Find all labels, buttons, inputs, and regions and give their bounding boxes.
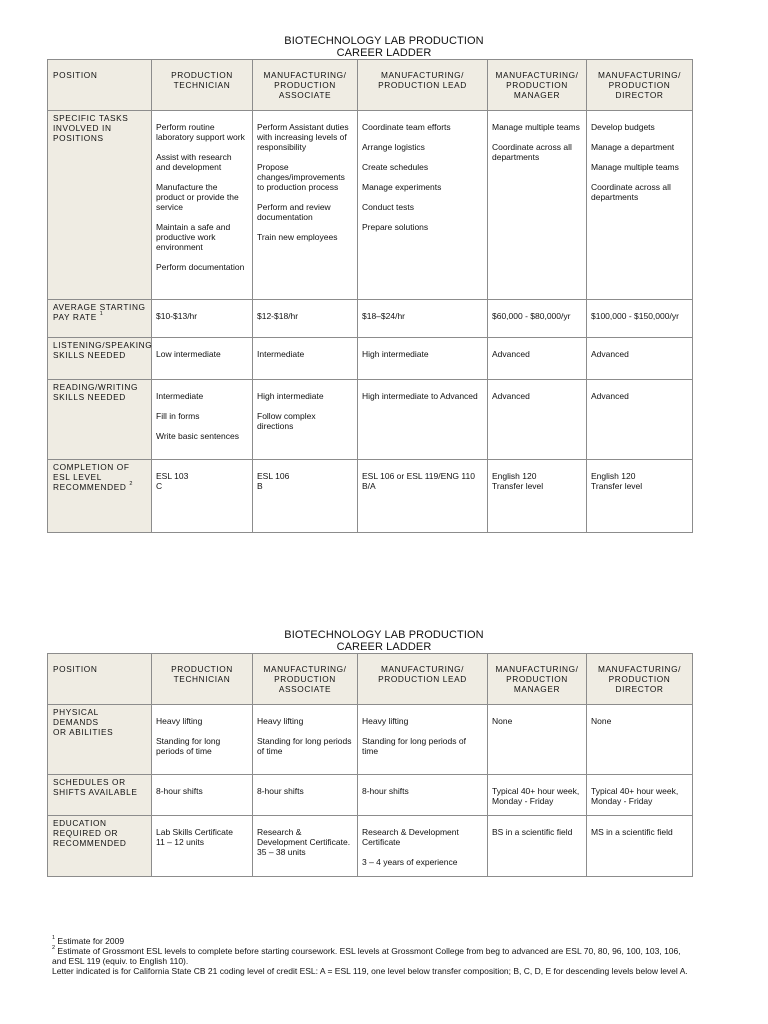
cell-item: Advanced [492,349,530,359]
cell-item: $12-$18/hr [257,311,299,321]
table-cell [358,460,488,533]
row-label [48,111,152,300]
row-label-text: REQUIRED OR [53,828,119,838]
table-cell [587,338,693,380]
cell-item: 3 – 4 years of experience [362,857,458,867]
column-header [358,654,488,705]
cell-item: Coordinate across all departments [492,142,572,162]
table-row [48,816,693,877]
row-label-line [53,133,147,143]
cell-item: $10-$13/hr [156,311,198,321]
cell-item: Heavy lifting [156,716,203,726]
cell-item: Manufacture the product or provide the service [156,182,239,212]
table-cell [253,705,358,775]
column-header-line: PRODUCTION [506,674,568,684]
row-label-text: AVERAGE STARTING [53,302,146,312]
table-cell [152,775,253,816]
row-label-text: RECOMMENDED [53,838,127,848]
cell-item: Perform and review documentation [257,202,331,222]
column-header-line: PRODUCTION [171,70,233,80]
row-label-line [53,382,147,392]
position-header: POSITION [48,654,152,705]
column-header-line: MANUFACTURING/ [380,664,465,674]
cell-item: Train new employees [257,232,338,242]
column-header-line: MANUFACTURING/ [495,70,579,80]
column-header-line: MANUFACTURING/ [597,664,682,674]
cell-item: Heavy lifting [257,716,304,726]
cell-item: $100,000 - $150,000/yr [591,311,679,321]
table-cell [488,338,587,380]
cell-item: Typical 40+ hour week, Monday - Friday [492,786,580,806]
row-label-text: SHIFTS AVAILABLE [53,787,138,797]
cell-item: MS in a scientific field [591,827,673,837]
cell-item: Prepare solutions [362,222,429,232]
table-row [48,338,693,380]
cell-item: Perform routine laboratory support work [156,122,245,142]
row-label-line [53,838,147,848]
column-header-line: TECHNICIAN [173,80,231,90]
column-header-line: PRODUCTION [274,80,336,90]
table-cell [488,775,587,816]
column-header [152,60,253,111]
cell-item: BS in a scientific field [492,827,573,837]
cell-item: Fill in forms [156,411,200,421]
table-cell [152,338,253,380]
footnotes [52,936,732,976]
table-cell [587,460,693,533]
column-header-line: PRODUCTION [171,664,233,674]
column-header [253,654,358,705]
footnote-3: Letter indicated is for California State CB 21 coding level of credit ESL: A = ESL 119, one level below transfer composition; B, C, D, E for descending levels below level A. [52,966,688,976]
cell-item: Lab Skills Certificate 11 – 12 units [156,827,234,847]
position-header: POSITION [48,60,152,111]
cell-item: Maintain a safe and productive work environment [156,222,231,252]
row-label-text: OR ABILITIES [53,727,114,737]
cell-item: Develop budgets [591,122,655,132]
row-label-text: SCHEDULES OR [53,777,126,787]
row-label-line [53,482,147,492]
cell-item: Manage multiple teams [591,162,679,172]
table2-title [0,629,768,653]
row-label-text: SPECIFIC TASKS [53,113,129,123]
column-header [587,654,693,705]
table-cell [358,816,488,877]
cell-item: Create schedules [362,162,429,172]
table-cell [253,460,358,533]
cell-item: Research & Development Certificate [362,827,459,847]
column-header-line: MANUFACTURING/ [263,70,347,80]
title-line-1: BIOTECHNOLOGY LAB PRODUCTION [284,629,484,641]
row-label [48,775,152,816]
footnote-2: $^2$ Estimate of Grossmont ESL levels to complete before starting coursework. ESL levels at Grossmont College from beg to advanced are ESL 70, 80, 96, 100, 103, 106, [52,945,681,956]
cell-item: Manage multiple teams [492,122,580,132]
column-header-line: MANUFACTURING/ [380,70,465,80]
row-label-text: INVOLVED IN [53,123,112,133]
table-cell [488,300,587,338]
row-label-text: PAY RATE [53,312,97,322]
table-cell [152,111,253,300]
cell-item: Perform Assistant duties with increasing levels of responsibility [257,122,349,152]
column-header-line: MANUFACTURING/ [263,664,347,674]
row-label-line [53,113,147,123]
cell-item: Manage experiments [362,182,442,192]
row-label-text: READING/WRITING [53,382,139,392]
title-line-2: CAREER LADDER [336,641,432,653]
table-cell [253,111,358,300]
column-header [358,60,488,111]
column-header-line: DIRECTOR [615,90,664,100]
cell-item: Advanced [591,391,629,401]
table-cell [358,775,488,816]
column-header-line: ASSOCIATE [278,684,332,694]
cell-item: ESL 106 B [257,471,290,491]
column-header-line: MANUFACTURING/ [495,664,579,674]
row-label-text: SKILLS NEEDED [53,350,126,360]
row-label-line [53,818,147,828]
table-cell [152,460,253,533]
cell-item: Standing for long periods of time [257,736,352,756]
column-header-line: PRODUCTION LEAD [378,674,467,684]
cell-item: Standing for long periods of time [156,736,221,756]
cell-item: Advanced [492,391,530,401]
cell-item: Research & Development Certificate. 35 – 38 units [257,827,351,857]
table-cell [152,300,253,338]
row-label-text: ESL LEVEL [53,472,102,482]
cell-item: Manage a department [591,142,675,152]
table-row [48,300,693,338]
cell-item: Assist with research and development [156,152,232,172]
table-cell [488,816,587,877]
cell-item: 8-hour shifts [362,786,409,796]
table-cell [587,816,693,877]
footnote-marker: 2 [129,481,134,487]
column-header-line: MANAGER [513,684,561,694]
row-label-line [53,462,147,472]
row-label-line [53,392,147,402]
table-cell [358,705,488,775]
table-cell [253,380,358,460]
cell-item: Arrange logistics [362,142,425,152]
header-row [48,654,693,705]
column-header-line: MANAGER [513,90,561,100]
footnote-2-continued: and ESL 119 (equiv. to English 110). [52,956,189,966]
cell-item: Heavy lifting [362,716,409,726]
table-row [48,111,693,300]
row-label [48,300,152,338]
cell-item: English 120 Transfer level [492,471,544,491]
table-row [48,775,693,816]
cell-item: $18–$24/hr [362,311,406,321]
table-cell [253,816,358,877]
column-header-line: TECHNICIAN [173,674,231,684]
title-line-2: CAREER LADDER [336,47,432,59]
table-cell [488,111,587,300]
cell-item: Standing for long periods of time [362,736,466,756]
cell-item: Low intermediate [156,349,221,359]
table-cell [587,111,693,300]
table-cell [152,705,253,775]
row-label-line [53,828,147,838]
row-label-text: PHYSICAL DEMANDS [53,707,99,727]
table-cell [152,816,253,877]
cell-item: Coordinate across all departments [591,182,671,202]
column-header-line: PRODUCTION LEAD [378,80,467,90]
table-cell [587,300,693,338]
cell-item: None [591,716,612,726]
row-label [48,460,152,533]
column-header-line: MANUFACTURING/ [597,70,682,80]
row-label [48,380,152,460]
row-label-line [53,123,147,133]
table-cell [587,705,693,775]
cell-item: High intermediate [257,391,324,401]
table-cell [358,111,488,300]
row-label-line [53,727,147,737]
row-label-text: COMPLETION OF [53,462,130,472]
column-header [152,654,253,705]
column-header-line: PRODUCTION [608,674,671,684]
cell-item: 8-hour shifts [257,786,304,796]
row-label-line [53,312,147,322]
cell-item: Intermediate [156,391,204,401]
column-header [587,60,693,111]
column-header-line: DIRECTOR [615,684,664,694]
cell-item: 8-hour shifts [156,786,203,796]
table-cell [152,380,253,460]
row-label-line [53,350,147,360]
table-cell [358,380,488,460]
column-header [253,60,358,111]
column-header-line: PRODUCTION [506,80,568,90]
table-cell [587,775,693,816]
column-header-line: ASSOCIATE [278,90,332,100]
table-cell [253,338,358,380]
table-cell [488,380,587,460]
column-header-line: PRODUCTION [274,674,336,684]
row-label [48,705,152,775]
row-label-line [53,340,153,350]
row-label-line [53,787,147,797]
table-row [48,705,693,775]
table-cell [587,380,693,460]
row-label-line [53,777,147,787]
cell-item: High intermediate to Advanced [362,391,478,401]
cell-item: English 120 Transfer level [591,471,643,491]
cell-item: $60,000 - $80,000/yr [492,311,571,321]
cell-item: Perform documentation [156,262,245,272]
table-cell [488,705,587,775]
cell-item: High intermediate [362,349,429,359]
table-cell [253,300,358,338]
column-header [488,60,587,111]
row-label-text: SKILLS NEEDED [53,392,126,402]
table1-title [0,35,768,59]
career-ladder-table-1 [47,59,693,533]
footnote-marker: 1 [99,311,104,317]
footnote-1: $^1$ Estimate for 2009 [52,935,125,946]
cell-item: Conduct tests [362,202,414,212]
cell-item: ESL 103 C [156,471,189,491]
cell-item: ESL 106 or ESL 119/ENG 110 B/A [362,471,475,491]
row-label-line [53,707,147,727]
table-cell [358,338,488,380]
cell-item: Intermediate [257,349,305,359]
row-label [48,338,152,380]
cell-item: Follow complex directions [257,411,316,431]
table-cell [358,300,488,338]
cell-item: None [492,716,513,726]
table-cell [253,775,358,816]
cell-item: Coordinate team efforts [362,122,451,132]
cell-item: Write basic sentences [156,431,239,441]
header-row [48,60,693,111]
cell-item: Propose changes/improvements to production process [257,162,345,192]
column-header-line: PRODUCTION [608,80,671,90]
row-label-text: POSITIONS [53,133,104,143]
table-cell [488,460,587,533]
row-label [48,816,152,877]
cell-item: Typical 40+ hour week, Monday - Friday [591,786,679,806]
row-label-text: RECOMMENDED [53,482,127,492]
cell-item: Advanced [591,349,629,359]
row-label-text: EDUCATION [53,818,107,828]
column-header [488,654,587,705]
table-row [48,460,693,533]
career-ladder-table-2 [47,653,693,877]
title-line-1: BIOTECHNOLOGY LAB PRODUCTION [284,35,484,47]
row-label-text: LISTENING/SPEAKING [53,340,153,350]
table-row [48,380,693,460]
